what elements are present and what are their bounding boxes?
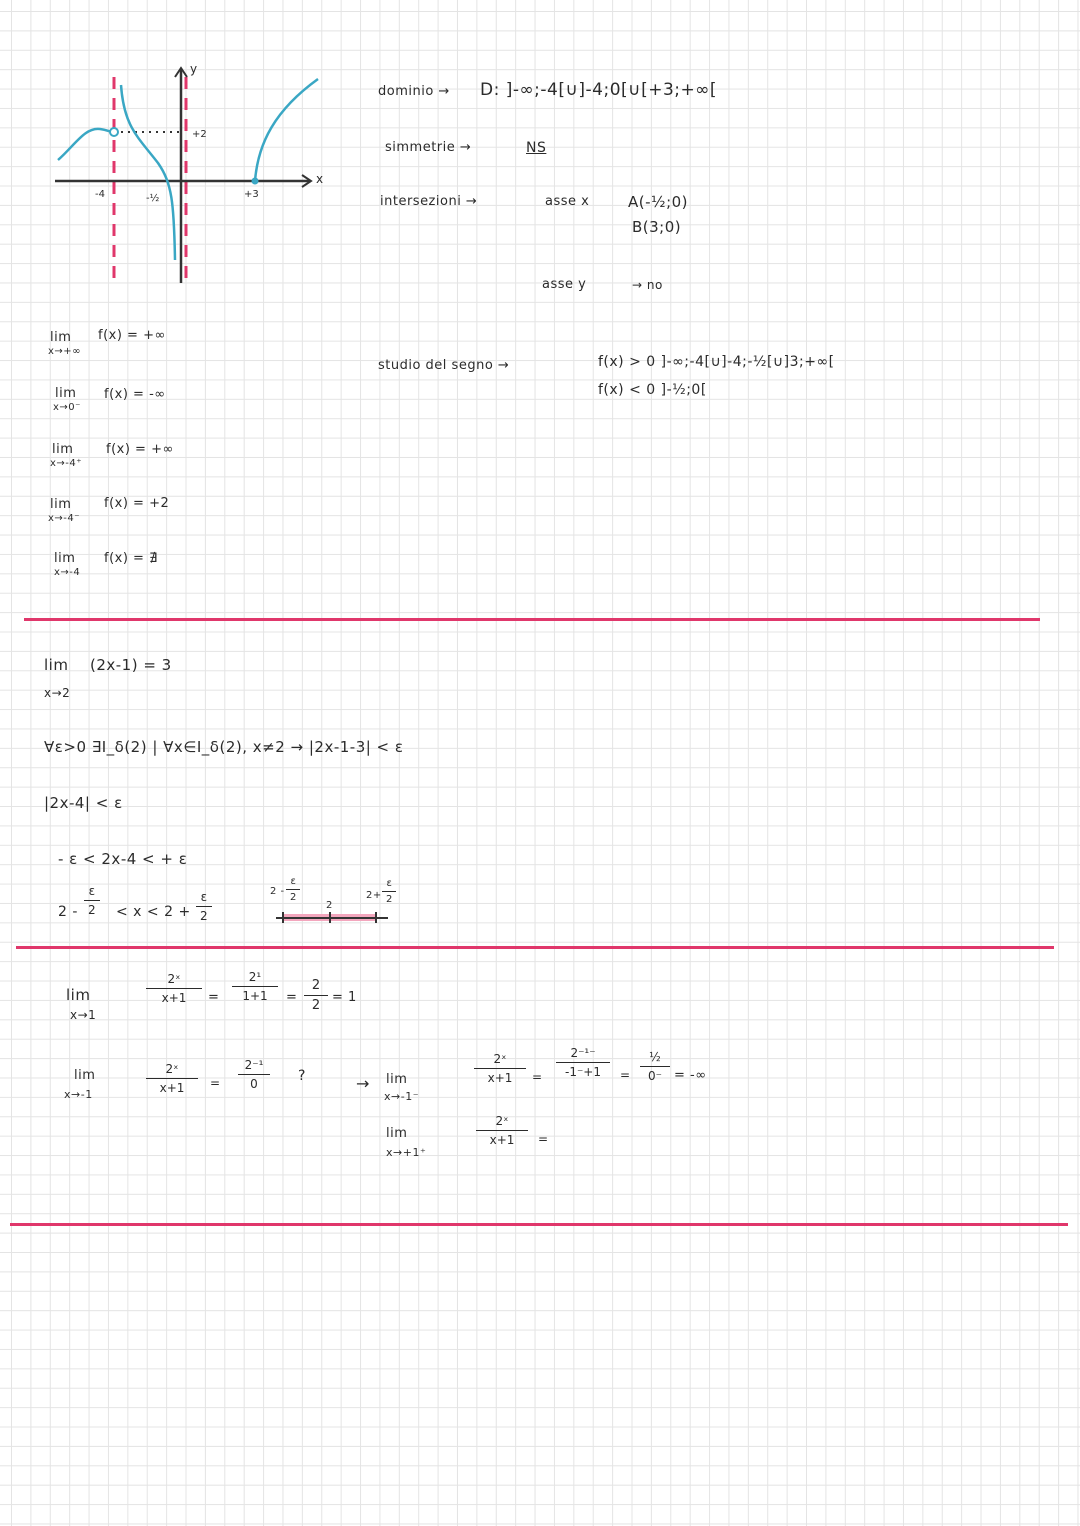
fraction-denominator: 2 [386,894,393,905]
tick-plus2: +2 [192,129,207,140]
fraction-numerator: 2ˣ [167,972,181,986]
fraction-numerator: 2ˣ [493,1052,507,1066]
fraction-numerator: 2ˣ [495,1114,509,1128]
calc2-function-fraction [146,1062,198,1095]
calc2-left-equals: = [532,1070,543,1084]
interval-tick [329,912,331,923]
fraction-numerator: 2ˣ [165,1062,179,1076]
symmetry-value: NS [526,140,547,156]
sign-negative: f(x) < 0 ]-½;0[ [598,382,707,398]
calc2-lim-word: lim [74,1068,96,1083]
sign-positive: f(x) > 0 ]-∞;-4[∪]-4;-½[∪]3;+∞[ [598,354,835,370]
y-axis-label: y [190,62,198,76]
fraction-numerator: 2⁻¹⁻ [570,1046,596,1060]
calc1-substitution-fraction [232,970,278,1003]
interval-tick [282,912,284,923]
calc1-result: = 1 [332,990,357,1005]
lim-word: lim [50,497,72,512]
calc2-left-result: = -∞ [674,1068,707,1083]
separator-line [24,618,1040,621]
asse-y-value: → no [632,278,663,292]
fraction-numerator: ½ [649,1050,661,1064]
sign-study-label: studio del segno → [378,358,510,373]
point-plus3 [252,178,259,185]
fraction-denominator: x+1 [487,1071,513,1085]
fraction-denominator: 2 [311,998,321,1013]
point-a: A(-½;0) [628,193,689,211]
calc2-left-equals-2: = [620,1068,631,1082]
intersections-label: intersezioni → [380,194,478,209]
separator-line [16,946,1054,949]
proof-step3-left: 2 - [58,904,78,920]
lim-expr: f(x) = -∞ [104,387,166,402]
lim-word: lim [50,330,72,345]
calc2-left-fraction [474,1052,526,1085]
proof-lim-sub: x→2 [44,686,71,700]
lim-expr: f(x) = +∞ [106,442,174,457]
fraction-numerator: ε [88,884,96,898]
asse-x-label: asse x [545,194,590,209]
interval-left-label: 2 - [270,886,285,897]
fraction-denominator: 2 [290,892,297,903]
asse-y-label: asse y [542,277,587,292]
curve-middle-branch [121,85,175,260]
lim-expr: f(x) = ∄ [104,551,158,566]
calc2-arrow: → [356,1074,370,1093]
fraction-denominator: -1⁻+1 [565,1065,601,1079]
calc2-left-result-fraction [640,1050,670,1083]
calc2-substitution-fraction [238,1058,270,1091]
calc2-left-lim-word: lim [386,1072,408,1087]
point-b: B(3;0) [632,218,682,236]
interval-tick [375,912,377,923]
fraction-denominator: x+1 [161,991,187,1005]
lim-word: lim [52,442,74,457]
fraction-denominator: 2 [88,903,96,917]
curve-left-branch [58,129,114,160]
lim-word: lim [54,551,76,566]
domain-value: D: ]-∞;-4[∪]-4;0[∪[+3;+∞[ [480,80,718,100]
interval-right-fraction [382,878,396,905]
lim-sub: x→-4⁻ [48,513,81,524]
x-axis-label: x [316,172,324,186]
lim-sub: x→-4⁺ [50,458,83,469]
fraction-numerator: ε [200,890,208,904]
lim-sub: x→+∞ [48,346,82,357]
calc1-equals-2: = [286,990,298,1005]
calc1-result-fraction [304,978,328,1013]
calc2-right-equals: = [538,1132,549,1146]
fraction-denominator: 0⁻ [648,1069,662,1083]
proof-step1: |2x-4| < ε [44,794,123,812]
domain-label: dominio → [378,84,450,99]
interval-center-label: 2 [326,900,333,911]
fraction-numerator: ε [290,876,296,887]
calc2-right-lim-word: lim [386,1126,408,1141]
proof-step3-mid: < x < 2 + [116,904,191,920]
calc2-lim-sub: x→-1 [64,1088,93,1101]
proof-expression: (2x-1) = 3 [90,656,172,674]
lim-sub: x→0⁻ [53,402,81,413]
function-graph [0,55,340,285]
eps-half-fraction [196,890,212,923]
calc2-equals: = [210,1076,221,1090]
lim-expr: f(x) = +∞ [98,328,166,343]
fraction-numerator: 2 [311,978,321,993]
calc2-left-lim-sub: x→-1⁻ [384,1090,420,1103]
fraction-denominator: x+1 [489,1133,515,1147]
lim-word: lim [55,386,77,401]
fraction-denominator: 0 [250,1077,258,1091]
eps-half-fraction [84,884,100,917]
fraction-numerator: 2⁻¹ [244,1058,264,1072]
calc1-equals: = [208,990,220,1005]
proof-step2: - ε < 2x-4 < + ε [58,850,188,868]
calc1-function-fraction [146,972,202,1005]
fraction-denominator: 2 [200,909,208,923]
separator-line [10,1223,1068,1226]
interval-right-label: 2+ [366,890,382,901]
lim-sub: x→-4 [54,567,81,578]
calc1-lim-sub: x→1 [70,1008,97,1022]
proof-lim-word: lim [44,656,69,674]
fraction-denominator: 1+1 [242,989,268,1003]
proof-definition: ∀ε>0 ∃I_δ(2) | ∀x∈I_δ(2), x≠2 → |2x-1-3| < ε [44,738,404,756]
calc2-left-substitution [556,1046,610,1079]
fraction-numerator: 2¹ [248,970,262,984]
fraction-numerator: ε [386,878,392,889]
tick-plus3: +3 [244,189,259,200]
interval-left-fraction [286,876,300,903]
interval-line [276,917,388,919]
calc2-right-fraction [476,1114,528,1147]
curve-right-branch [255,79,318,181]
fraction-denominator: x+1 [159,1081,185,1095]
symmetry-label: simmetrie → [385,140,472,155]
calc2-question: ? [298,1068,306,1084]
open-point-minus4 [110,128,118,136]
interval-diagram [264,872,404,922]
tick-minus-half: -½ [146,193,160,204]
lim-expr: f(x) = +2 [104,496,170,511]
calc1-lim-word: lim [66,986,91,1004]
calc2-right-lim-sub: x→+1⁺ [386,1146,427,1159]
tick-minus4: -4 [95,189,105,200]
